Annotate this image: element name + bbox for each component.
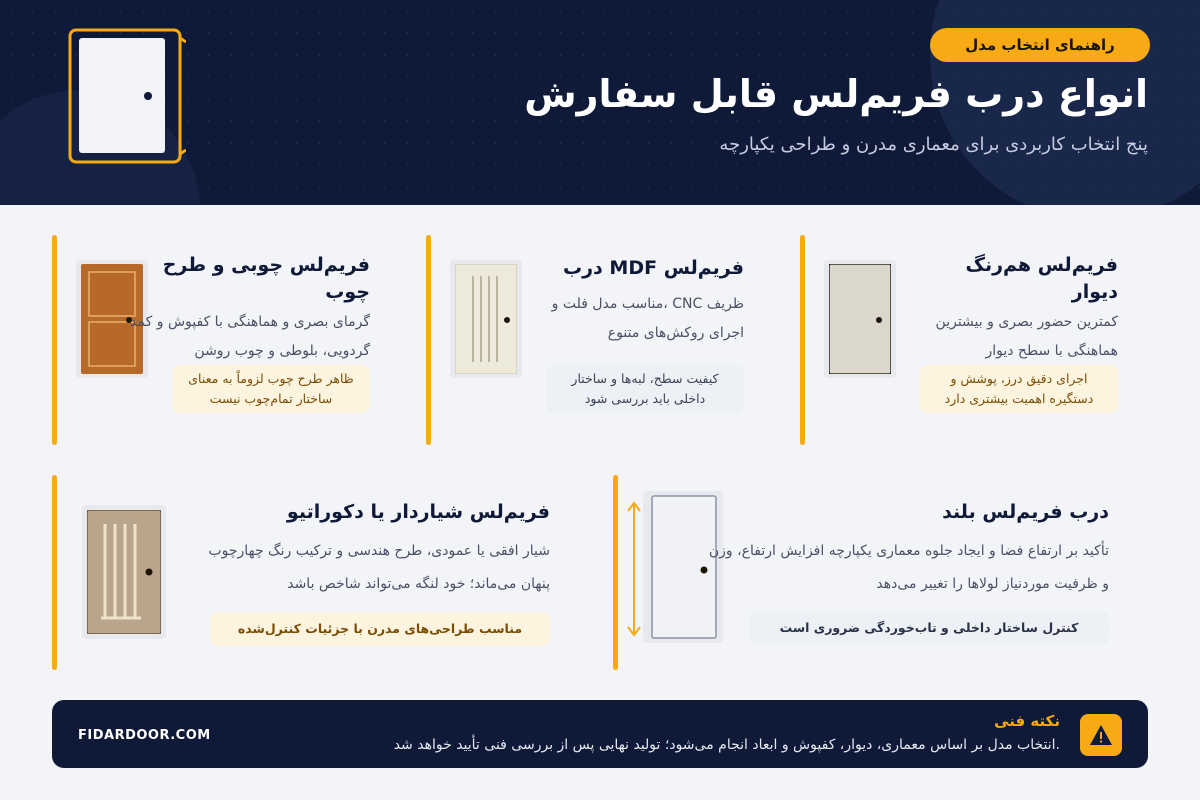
card-note: کیفیت سطح، لبه‌ها و ساختار داخلی باید بررسی شود xyxy=(546,365,744,413)
page-subtitle: پنج انتخاب کاربردی برای معماری مدرن و طراحی یکپارچه xyxy=(719,134,1148,155)
card-wood-frameless xyxy=(52,235,372,445)
card-accent-bar xyxy=(800,235,805,445)
footer-tech-note xyxy=(52,700,1148,768)
site-url: FIDARDOOR.COM xyxy=(78,728,211,743)
card-description: شیار افقی یا عمودی، طرح هندسی و ترکیب رنگ چهارچوب پنهان می‌ماند؛ خود لنگه می‌تواند شاخص باشد xyxy=(208,543,550,592)
card-accent-bar xyxy=(613,475,618,670)
card-description: تأکید بر ارتفاع فضا و ایجاد جلوه معماری یکپارچه افزایش ارتفاع، وزن و ظرفیت موردنیاز لولاها را تغییر می‌دهد xyxy=(708,543,1109,592)
decorative-door-icon xyxy=(82,505,166,639)
footer-title: نکته فنی xyxy=(994,712,1060,730)
card-description: ظریف CNC ،مناسب مدل فلت و اجرای روکش‌های متنوع xyxy=(551,296,744,341)
card-title: فریم‌لس شیاردار یا دکوراتیو xyxy=(286,501,550,523)
header-banner xyxy=(0,0,1200,205)
door-logo-icon xyxy=(68,28,186,164)
card-note: اجرای دقیق درز، پوشش و دستگیره اهمیت بیشتری دارد xyxy=(920,365,1118,413)
height-arrow-icon xyxy=(627,501,641,637)
card-title: درب فریم‌لس بلند xyxy=(942,501,1109,523)
card-note: کنترل ساختار داخلی و تاب‌خوردگی ضروری است xyxy=(749,611,1109,645)
card-title: فریم‌لس MDF درب xyxy=(563,257,744,279)
card-description: کمترین حضور بصری و بیشترین هماهنگی با سطح دیوار xyxy=(935,314,1118,359)
footer-text: .انتخاب مدل بر اساس معماری، دیوار، کفپوش و ابعاد انجام می‌شود؛ تولید نهایی پس از بررسی فنی تأیید خواهد شد xyxy=(393,737,1060,753)
grooved-door-icon xyxy=(450,260,522,378)
card-accent-bar xyxy=(426,235,431,445)
card-accent-bar xyxy=(52,475,57,670)
warning-icon xyxy=(1080,714,1122,756)
card-wall-color-frameless xyxy=(800,235,1120,445)
card-title: فریم‌لس چوبی و طرح چوب xyxy=(162,254,370,303)
card-title: فریم‌لس هم‌رنگ دیوار xyxy=(965,254,1118,303)
card-decorative-frameless xyxy=(52,475,552,670)
card-note: مناسب طراحی‌های مدرن با جزئیات کنترل‌شده xyxy=(210,612,550,646)
guide-badge: راهنمای انتخاب مدل xyxy=(930,28,1150,62)
card-mdf-frameless xyxy=(426,235,746,445)
flush-door-icon xyxy=(824,260,896,378)
card-accent-bar xyxy=(52,235,57,445)
card-description: گرمای بصری و هماهنگی با کفپوش و کمد گردویی، بلوطی و چوب روشن xyxy=(130,314,370,359)
page-title: انواع درب فریم‌لس قابل سفارش xyxy=(524,72,1148,116)
card-tall-frameless xyxy=(613,475,1123,670)
card-note: ظاهر طرح چوب لزوماً به معنای ساختار تمام‌چوب نیست xyxy=(172,365,370,413)
